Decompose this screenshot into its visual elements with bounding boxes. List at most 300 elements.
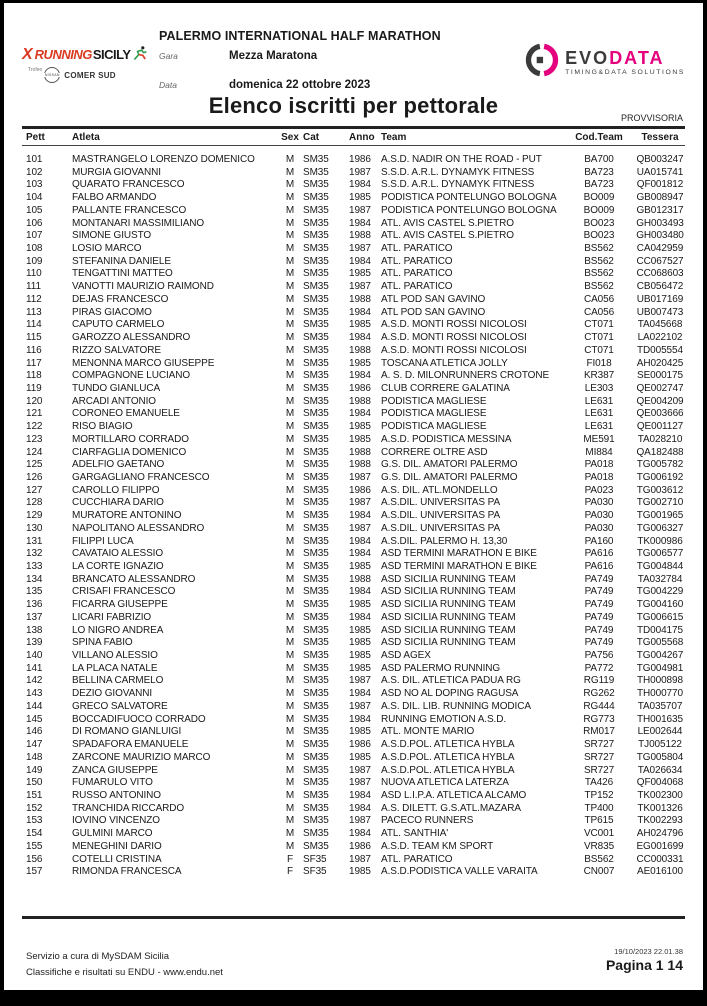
cell-cat: SM35: [303, 586, 329, 598]
cell-team: ASD TERMINI MARATHON E BIKE: [381, 561, 537, 572]
cell-pett: 114: [26, 319, 42, 331]
cell-pett: 132: [26, 548, 43, 560]
cell-cat: SM35: [303, 306, 329, 318]
evodata-subtitle: TIMING&DATA SOLUTIONS: [565, 69, 685, 76]
table-row: [26, 777, 689, 790]
cell-sex: M: [285, 319, 295, 331]
cell-codteam: PA030: [584, 510, 614, 522]
divider-under-header: [22, 145, 685, 146]
cell-cat: SF35: [303, 853, 327, 865]
cell-anno: 1985: [349, 599, 371, 611]
cell-cat: SM35: [303, 726, 329, 738]
table-row: [26, 815, 689, 828]
cell-tessera: TG006577: [636, 548, 684, 560]
cell-codteam: PA749: [584, 637, 614, 649]
cell-cat: SM35: [303, 332, 329, 344]
cell-tessera: QB003247: [636, 154, 684, 165]
cell-tessera: GH003480: [636, 230, 684, 242]
cell-cat: SF35: [303, 866, 327, 878]
data-label: Data: [159, 80, 177, 90]
cell-cat: SM35: [303, 573, 329, 585]
cell-codteam: PA749: [584, 586, 614, 598]
cell-cat: SM35: [303, 408, 329, 420]
cell-codteam: TA426: [584, 777, 614, 789]
cell-cat: SM35: [303, 611, 329, 623]
cell-team: ATL. PARATICO: [381, 243, 453, 255]
cell-sex: M: [285, 561, 295, 572]
cell-anno: 1984: [349, 548, 371, 560]
cell-team: A.S.D. NADIR ON THE ROAD - PUT: [381, 154, 542, 165]
table-row: [26, 561, 689, 574]
cell-cat: SM35: [303, 268, 329, 280]
cell-atleta: STEFANINA DANIELE: [72, 255, 171, 267]
cell-atleta: BOCCADIFUOCO CORRADO: [72, 713, 206, 725]
cell-team: A.S.DIL. UNIVERSITAS PA: [381, 510, 501, 522]
cell-atleta: CAPUTO CARMELO: [72, 319, 165, 331]
cell-tessera: UB017169: [636, 293, 684, 305]
cell-sex: M: [285, 713, 295, 725]
cell-sex: M: [285, 370, 295, 382]
table-rows: [26, 154, 689, 879]
cell-anno: 1986: [349, 840, 371, 852]
table-row: [26, 421, 689, 434]
cell-team: CLUB CORRERE GALATINA: [381, 382, 510, 394]
cell-sex: M: [285, 789, 295, 801]
cell-atleta: DEJAS FRANCESCO: [72, 293, 169, 305]
cell-team: PODISTICA PONTELUNGO BOLOGNA: [381, 192, 557, 204]
cell-pett: 150: [26, 777, 43, 789]
footer-service-line2: Classifiche e risultati su ENDU - www.endu.net: [26, 967, 223, 978]
divider-bottom: [22, 916, 685, 919]
cell-atleta: RIMONDA FRANCESCA: [72, 866, 182, 878]
cell-anno: 1986: [349, 484, 371, 496]
cell-sex: M: [285, 459, 295, 471]
cell-tessera: TA045668: [637, 319, 683, 331]
cell-codteam: BO023: [583, 217, 615, 229]
cell-sex: M: [285, 446, 295, 458]
table-row: [26, 319, 689, 332]
cell-anno: 1985: [349, 268, 371, 280]
table-row: [26, 536, 689, 549]
cell-tessera: QE001127: [636, 421, 684, 433]
cell-tessera: TG005804: [636, 751, 684, 763]
cell-anno: 1985: [349, 319, 371, 331]
cell-tessera: EG001699: [636, 840, 684, 852]
cell-anno: 1987: [349, 764, 371, 776]
cell-codteam: LE631: [584, 408, 614, 420]
cell-team: G.S. DIL. AMATORI PALERMO: [381, 459, 518, 471]
cell-team: ASD SICILIA RUNNING TEAM: [381, 599, 516, 611]
table-row: [26, 332, 689, 345]
cell-sex: M: [285, 802, 295, 814]
cell-team: ASD SICILIA RUNNING TEAM: [381, 573, 516, 585]
cell-team: PODISTICA MAGLIESE: [381, 421, 487, 433]
table-row: [26, 828, 689, 841]
cell-atleta: NAPOLITANO ALESSANDRO: [72, 522, 205, 534]
cell-codteam: VC001: [583, 828, 615, 840]
cell-tessera: TA026634: [637, 764, 683, 776]
cell-team: PACECO RUNNERS: [381, 815, 474, 827]
cell-codteam: BA723: [584, 179, 614, 191]
cell-pett: 110: [26, 268, 42, 280]
cell-team: ASD SICILIA RUNNING TEAM: [381, 624, 516, 636]
cell-codteam: BO009: [583, 204, 615, 216]
table-row: [26, 701, 689, 714]
col-header-sex: Sex: [281, 132, 299, 143]
gara-row: [159, 50, 489, 62]
cell-anno: 1984: [349, 255, 371, 267]
cell-cat: SM35: [303, 789, 329, 801]
cell-sex: M: [285, 281, 295, 293]
cell-cat: SM35: [303, 293, 329, 305]
cell-atleta: RUSSO ANTONINO: [72, 789, 161, 801]
cell-tessera: TG004267: [636, 650, 684, 662]
cell-team: PODISTICA MAGLIESE: [381, 395, 487, 407]
cell-team: CORRERE OLTRE ASD: [381, 446, 488, 458]
cell-anno: 1985: [349, 192, 371, 204]
cell-tessera: QE004209: [636, 395, 684, 407]
cell-codteam: RG262: [583, 688, 615, 700]
cell-anno: 1987: [349, 777, 371, 789]
cell-tessera: GB012317: [636, 204, 684, 216]
cell-anno: 1985: [349, 433, 371, 445]
cell-team: ATL POD SAN GAVINO: [381, 293, 486, 305]
cell-tessera: TK002293: [637, 815, 683, 827]
table-row: [26, 370, 689, 383]
table-row: [26, 765, 689, 778]
event-header: [159, 29, 489, 91]
cell-codteam: BO023: [583, 230, 615, 242]
cell-codteam: BS562: [584, 243, 614, 255]
table-row: [26, 790, 689, 803]
cell-anno: 1985: [349, 624, 371, 636]
cell-team: A.S. DILETT. G.S.ATL.MAZARA: [381, 802, 521, 814]
cell-pett: 117: [26, 357, 42, 369]
table-row: [26, 650, 689, 663]
cell-pett: 113: [26, 306, 42, 318]
cell-pett: 146: [26, 726, 43, 738]
cell-codteam: CT071: [584, 332, 614, 344]
cell-anno: 1984: [349, 179, 371, 191]
cell-sex: M: [285, 751, 295, 763]
cell-tessera: AH020425: [636, 357, 684, 369]
cell-pett: 128: [26, 497, 43, 509]
cell-codteam: CT071: [584, 319, 614, 331]
cell-anno: 1984: [349, 332, 371, 344]
cell-tessera: TK000986: [637, 535, 683, 547]
cell-sex: M: [285, 268, 295, 280]
cell-team: A.S.D. MONTI ROSSI NICOLOSI: [381, 332, 527, 344]
cell-anno: 1984: [349, 217, 371, 229]
cell-tessera: TG004160: [636, 599, 684, 611]
table-row: [26, 574, 689, 587]
cell-anno: 1985: [349, 637, 371, 649]
cell-tessera: QE002747: [636, 382, 684, 394]
cell-sex: M: [285, 726, 295, 738]
cell-tessera: TD004175: [637, 624, 683, 636]
cell-atleta: CRISAFI FRANCESCO: [72, 586, 176, 598]
logo-sicily-word: SICILY: [92, 47, 131, 62]
cell-anno: 1984: [349, 370, 371, 382]
table-row: [26, 485, 689, 498]
cell-cat: SM35: [303, 535, 329, 547]
cell-anno: 1985: [349, 561, 371, 572]
cell-sex: M: [285, 624, 295, 636]
cell-sex: M: [285, 357, 295, 369]
cell-cat: SM35: [303, 522, 329, 534]
cell-pett: 147: [26, 739, 43, 751]
cell-tessera: CC068603: [636, 268, 684, 280]
cell-cat: SM35: [303, 637, 329, 649]
cell-sex: M: [285, 484, 295, 496]
cell-anno: 1984: [349, 535, 371, 547]
nissan-circle-icon: [44, 67, 60, 83]
cell-codteam: BS562: [584, 268, 614, 280]
cell-sex: M: [285, 777, 295, 789]
cell-codteam: SR727: [583, 739, 615, 751]
table-row: [26, 192, 689, 205]
cell-team: ASD TERMINI MARATHON E BIKE: [381, 548, 537, 560]
cell-codteam: PA749: [584, 611, 614, 623]
cell-atleta: MURGIA GIOVANNI: [72, 166, 161, 178]
cell-sex: M: [285, 154, 295, 165]
logo-running-word: RUNNING: [34, 47, 92, 62]
cell-codteam: PA616: [584, 561, 614, 572]
cell-tessera: TG006615: [636, 611, 684, 623]
cell-team: A.S.D. TEAM KM SPORT: [381, 840, 494, 852]
footer-service-line1: Servizio a cura di MySDAM Sicilia: [26, 951, 170, 962]
cell-tessera: TK002300: [637, 789, 683, 801]
cell-team: PODISTICA MAGLIESE: [381, 408, 487, 420]
cell-atleta: BELLINA CARMELO: [72, 675, 164, 687]
footer-service-info: [26, 949, 223, 981]
cell-sex: M: [285, 395, 295, 407]
cell-atleta: QUARATO FRANCESCO: [72, 179, 185, 191]
cell-anno: 1984: [349, 789, 371, 801]
cell-codteam: PA018: [584, 459, 614, 471]
cell-anno: 1988: [349, 344, 371, 356]
cell-atleta: MENONNA MARCO GIUSEPPE: [72, 357, 215, 369]
cell-cat: SM35: [303, 192, 329, 204]
cell-atleta: FILIPPI LUCA: [72, 535, 134, 547]
cell-tessera: TG005782: [636, 459, 684, 471]
cell-codteam: MI884: [585, 446, 613, 458]
cell-atleta: PIRAS GIACOMO: [72, 306, 152, 318]
cell-team: ATL. MONTE MARIO: [381, 726, 475, 738]
cell-atleta: COTELLI CRISTINA: [72, 853, 162, 865]
cell-pett: 112: [26, 293, 42, 305]
evodata-logo: [525, 43, 685, 82]
cell-cat: SM35: [303, 700, 329, 712]
cell-cat: SM35: [303, 802, 329, 814]
cell-sex: M: [285, 510, 295, 522]
cell-cat: SM35: [303, 357, 329, 369]
cell-team: TOSCANA ATLETICA JOLLY: [381, 357, 508, 369]
cell-cat: SM35: [303, 166, 329, 178]
cell-anno: 1987: [349, 853, 371, 865]
cell-cat: SM35: [303, 154, 329, 165]
table-row: [26, 383, 689, 396]
cell-pett: 144: [26, 700, 43, 712]
cell-sex: M: [285, 535, 295, 547]
cell-sex: M: [285, 471, 295, 483]
cell-cat: SM35: [303, 421, 329, 433]
cell-atleta: MORTILLARO CORRADO: [72, 433, 189, 445]
cell-team: PODISTICA PONTELUNGO BOLOGNA: [381, 204, 557, 216]
cell-codteam: RG773: [583, 713, 615, 725]
cell-cat: SM35: [303, 739, 329, 751]
cell-anno: 1985: [349, 751, 371, 763]
cell-cat: SM35: [303, 446, 329, 458]
cell-atleta: GARGAGLIANO FRANCESCO: [72, 471, 210, 483]
table-row: [26, 637, 689, 650]
cell-pett: 138: [26, 624, 43, 636]
table-row: [26, 179, 689, 192]
cell-tessera: TG004229: [636, 586, 684, 598]
cell-sex: M: [285, 611, 295, 623]
table-row: [26, 396, 689, 409]
cell-anno: 1985: [349, 650, 371, 662]
cell-cat: SM35: [303, 471, 329, 483]
status-badge: PROVVISORIA: [620, 113, 683, 123]
cell-tessera: CA042959: [636, 243, 684, 255]
cell-anno: 1988: [349, 230, 371, 242]
cell-codteam: LE631: [584, 395, 614, 407]
cell-pett: 148: [26, 751, 43, 763]
col-header-atleta: Atleta: [72, 132, 100, 143]
table-row: [26, 752, 689, 765]
table-row: [26, 510, 689, 523]
cell-sex: M: [285, 828, 295, 840]
cell-anno: 1984: [349, 828, 371, 840]
cell-tessera: TH000770: [637, 688, 683, 700]
cell-atleta: CUCCHIARA DARIO: [72, 497, 164, 509]
gara-value: Mezza Maratona: [229, 50, 318, 62]
cell-sex: M: [285, 166, 295, 178]
cell-pett: 140: [26, 650, 43, 662]
table-row: [26, 307, 689, 320]
table-row: [26, 586, 689, 599]
cell-pett: 120: [26, 395, 43, 407]
cell-pett: 151: [26, 789, 43, 801]
cell-pett: 102: [26, 166, 43, 178]
cell-codteam: PA160: [584, 535, 614, 547]
cell-sex: M: [285, 344, 295, 356]
cell-cat: SM35: [303, 662, 329, 674]
cell-sex: M: [285, 548, 295, 560]
cell-anno: 1987: [349, 471, 371, 483]
cell-tessera: UA015741: [636, 166, 684, 178]
cell-pett: 103: [26, 179, 43, 191]
cell-atleta: ZARCONE MAURIZIO MARCO: [72, 751, 211, 763]
col-header-codteam: Cod.Team: [575, 132, 623, 143]
cell-codteam: RG119: [583, 675, 615, 687]
table-row: [26, 294, 689, 307]
cell-pett: 142: [26, 675, 43, 687]
cell-atleta: LOSIO MARCO: [72, 243, 142, 255]
cell-atleta: LICARI FABRIZIO: [72, 611, 152, 623]
cell-anno: 1985: [349, 662, 371, 674]
cell-anno: 1987: [349, 204, 371, 216]
cell-pett: 157: [26, 866, 43, 878]
cell-anno: 1984: [349, 611, 371, 623]
cell-sex: M: [285, 739, 295, 751]
cell-codteam: LE303: [584, 382, 614, 394]
cell-sex: M: [285, 243, 295, 255]
cell-cat: SM35: [303, 382, 329, 394]
cell-anno: 1984: [349, 688, 371, 700]
cell-tessera: TG001965: [636, 510, 684, 522]
col-header-cat: Cat: [303, 132, 320, 143]
data-row: [159, 79, 489, 91]
cell-codteam: CT071: [584, 344, 614, 356]
cell-sex: M: [285, 522, 295, 534]
col-header-anno: Anno: [349, 132, 375, 143]
cell-cat: SM35: [303, 510, 329, 522]
cell-codteam: SR727: [583, 764, 615, 776]
table-row: [26, 256, 689, 269]
data-value: domenica 22 ottobre 2023: [229, 79, 371, 91]
table-row: [26, 739, 689, 752]
cell-team: A.S.D. PODISTICA MESSINA: [381, 433, 512, 445]
table-row: [26, 218, 689, 231]
table-row: [26, 205, 689, 218]
document-page: [4, 3, 703, 990]
cell-cat: SM35: [303, 777, 329, 789]
data-part: DATA: [609, 48, 665, 68]
cell-atleta: TUNDO GIANLUCA: [72, 382, 161, 394]
cell-cat: SM35: [303, 344, 329, 356]
cell-tessera: TH000898: [637, 675, 683, 687]
cell-tessera: GH003493: [636, 217, 684, 229]
cell-anno: 1984: [349, 586, 371, 598]
cell-codteam: PA749: [584, 599, 614, 611]
cell-atleta: SPINA FABIO: [72, 637, 133, 649]
cell-sex: M: [285, 332, 295, 344]
table-row: [26, 408, 689, 421]
cell-team: A.S.DIL. UNIVERSITAS PA: [381, 522, 501, 534]
table-row: [26, 714, 689, 727]
cell-pett: 137: [26, 611, 43, 623]
table-row: [26, 675, 689, 688]
cell-team: ATL POD SAN GAVINO: [381, 306, 486, 318]
cell-anno: 1984: [349, 408, 371, 420]
cell-pett: 106: [26, 217, 43, 229]
cell-atleta: FALBO ARMANDO: [72, 192, 157, 204]
cell-team: S.S.D. A.R.L. DYNAMYK FITNESS: [381, 166, 535, 178]
cell-pett: 104: [26, 192, 43, 204]
cell-team: NUOVA ATLETICA LATERZA: [381, 777, 509, 789]
cell-cat: SM35: [303, 230, 329, 242]
cell-atleta: ADELFIO GAETANO: [72, 459, 165, 471]
table-row: [26, 625, 689, 638]
cell-team: ASD SICILIA RUNNING TEAM: [381, 586, 516, 598]
cell-codteam: TP400: [584, 802, 614, 814]
cell-team: ATL. AVIS CASTEL S.PIETRO: [381, 230, 514, 242]
cell-codteam: PA749: [584, 573, 614, 585]
cell-anno: 1988: [349, 395, 371, 407]
cell-tessera: TG005568: [636, 637, 684, 649]
cell-tessera: CC067527: [636, 255, 684, 267]
cell-cat: SM35: [303, 815, 329, 827]
footer-page-number: Pagina 1 14: [605, 957, 683, 973]
logo-x-letter: X: [22, 46, 33, 63]
cell-sex: M: [285, 408, 295, 420]
cell-sex: M: [285, 497, 295, 509]
cell-cat: SM35: [303, 548, 329, 560]
cell-sex: F: [286, 853, 293, 865]
cell-sex: M: [285, 662, 295, 674]
